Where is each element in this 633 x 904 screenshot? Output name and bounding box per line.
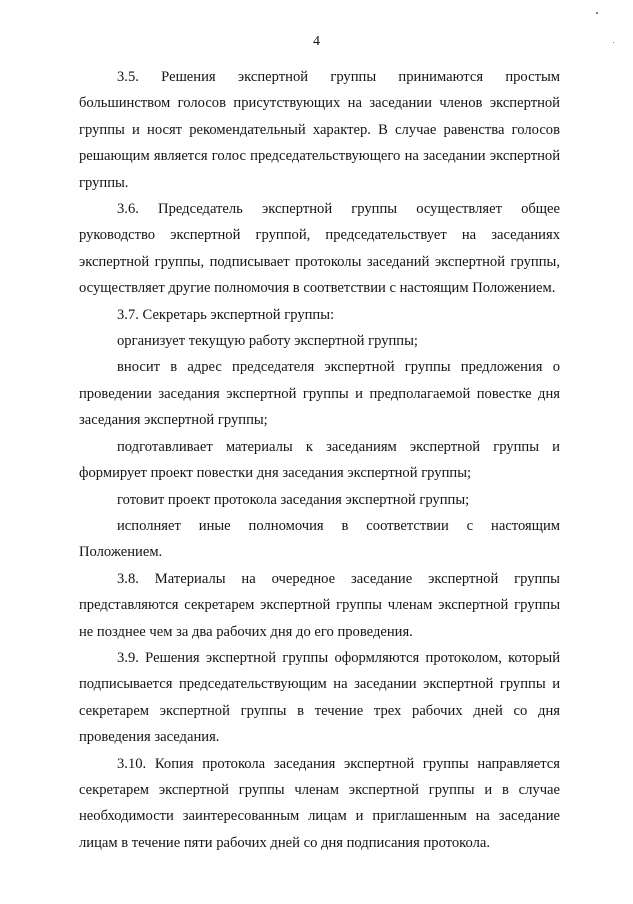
list-item-prepare-protocol: готовит проект протокола заседания экспертной группы; (117, 491, 470, 508)
scan-speck (596, 12, 598, 14)
paragraph-3-7: 3.7. Секретарь экспертной группы: (117, 306, 335, 323)
list-item-propose-meeting: вносит в адрес председателя экспертной группы предложения о проведении заседания экспертной группы и предполагаемой повестке дня заседания экспертной группы; (79, 359, 560, 429)
document-body (79, 64, 560, 856)
list-item-organize-work: организует текущую работу экспертной группы; (117, 333, 418, 350)
page-number: 4 (313, 34, 320, 49)
paragraph-3-6: 3.6. Председатель экспертной группы осуществляет общее руководство экспертной группой, председательствует на заседаниях экспертной группы, подписывает протоколы заседаний экспертной группы, осуществляет другие полномочия в соответствии с настоящим Положением. (79, 201, 560, 297)
paragraph-3-5: 3.5. Решения экспертной группы принимаются простым большинством голосов присутствующих на заседании членов экспертной группы и носят рекомендательный характер. В случае равенства голосов решающим является голос председательствующего на заседании экспертной группы. (79, 69, 560, 191)
paragraph-3-10: 3.10. Копия протокола заседания экспертной группы направляется секретарем экспертной группы членам экспертной группы и в случае необходимости заинтересованным лицам и приглашенным на заседание лицам в течение пяти рабочих дней со дня подписания протокола. (79, 755, 560, 851)
scan-speck (613, 42, 614, 43)
list-item-other-powers: исполняет иные полномочия в соответствии с настоящим Положением. (79, 517, 560, 561)
paragraph-3-8: 3.8. Материалы на очередное заседание экспертной группы представляются секретарем экспертной группы членам экспертной группы не позднее чем за два рабочих дня до его проведения. (79, 570, 560, 640)
paragraph-3-9: 3.9. Решения экспертной группы оформляются протоколом, который подписывается председательствующим на заседании экспертной группы и секретарем экспертной группы в течение трех рабочих дней со дня проведения заседания. (79, 649, 560, 746)
list-item-prepare-materials: подготавливает материалы к заседаниям экспертной группы и формирует проект повестки дня заседания экспертной группы; (79, 438, 560, 482)
